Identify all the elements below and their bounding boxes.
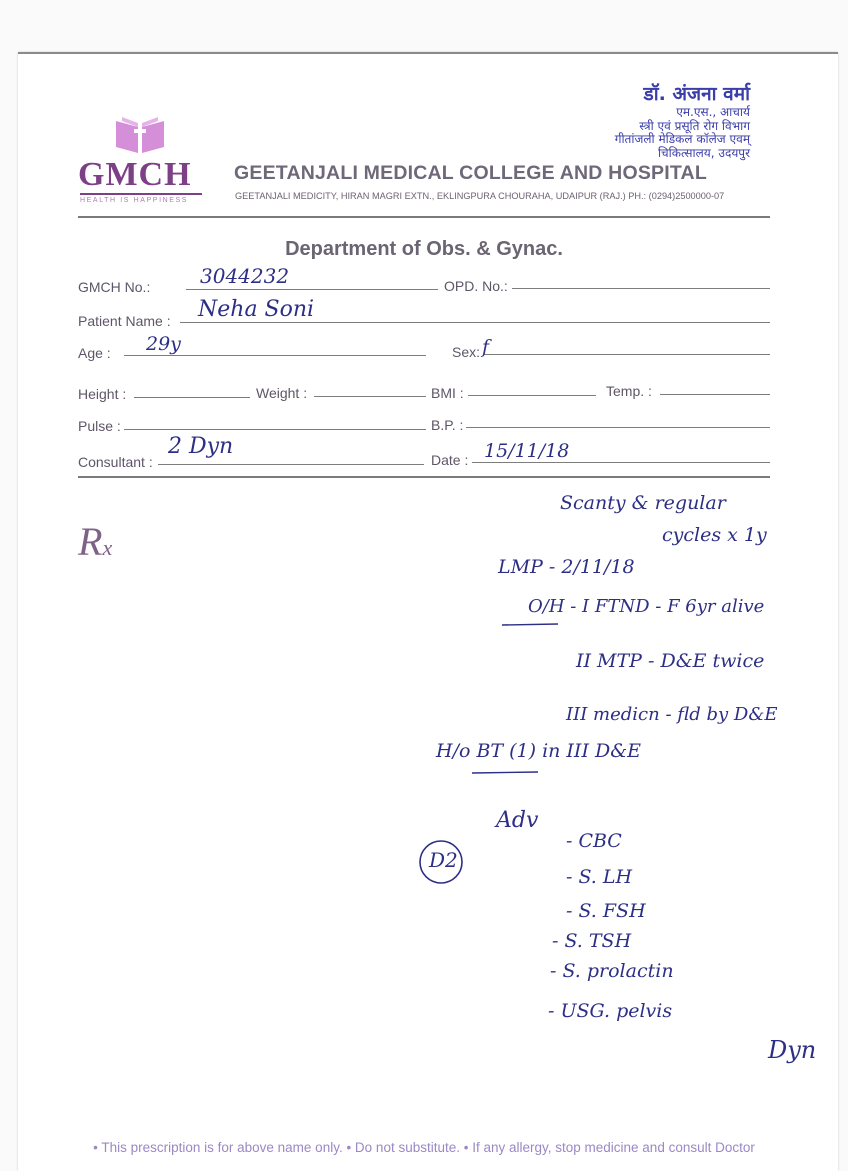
height-label: Height :: [78, 386, 127, 402]
note-line: - CBC: [566, 830, 622, 852]
college-name: GEETANJALI MEDICAL COLLEGE AND HOSPITAL: [234, 162, 707, 184]
age-value: 29y: [146, 333, 181, 355]
note-line: Adv: [496, 808, 539, 833]
consultant-label: Consultant :: [78, 454, 153, 470]
pulse-label: Pulse :: [78, 418, 121, 434]
logo-tagline: HEALTH IS HAPPINESS: [80, 197, 189, 204]
bp-label: B.P. :: [431, 417, 464, 433]
weight-line: [314, 396, 426, 397]
rx-subscript: x: [102, 535, 113, 560]
consultant-line: [158, 464, 424, 465]
age-label: Age :: [78, 345, 111, 361]
pulse-line: [124, 429, 426, 430]
temp-label: Temp. :: [606, 383, 652, 399]
note-line: O/H - I FTND - F 6yr alive: [528, 596, 765, 617]
rx-letter: R: [78, 519, 103, 564]
rx-symbol: [78, 518, 112, 565]
bp-line: [466, 427, 770, 428]
weight-label: Weight :: [256, 385, 308, 401]
note-line: LMP - 2/11/18: [498, 556, 635, 578]
stamp-college: गीतांजली मेडिकल कॉलेज एवम्: [614, 132, 750, 147]
consultant-value: 2 Dyn: [168, 434, 234, 459]
note-line: - S. LH: [566, 866, 633, 888]
date-label: Date :: [431, 452, 469, 468]
logo-text: GMCH: [78, 156, 192, 193]
header-divider: [78, 216, 770, 218]
note-line: - S. TSH: [552, 930, 632, 952]
stamp-hospital: चिकित्सालय, उदयपुर: [657, 146, 750, 161]
note-line: Scanty & regular: [560, 492, 726, 514]
date-value: 15/11/18: [484, 440, 570, 462]
form-divider: [78, 476, 770, 478]
note-underline: [500, 620, 560, 630]
stamp-doctor-name: डॉ. अंजना वर्मा: [643, 83, 750, 105]
gmch-no-label: GMCH No.:: [78, 279, 151, 295]
gmch-book-logo-icon: [112, 115, 168, 155]
stamp-degree: एम.एस., आचार्य: [676, 104, 750, 119]
note-line: - S. FSH: [566, 900, 646, 922]
note-line: H/o BT (1) in III D&E: [436, 740, 642, 762]
note-line: - USG. pelvis: [548, 1000, 673, 1022]
stamp-department: स्त्री एवं प्रसूति रोग विभाग: [639, 118, 750, 133]
height-line: [134, 397, 250, 398]
bmi-label: BMI :: [431, 385, 464, 401]
age-line: [124, 355, 426, 356]
patient-name-line: [180, 322, 770, 323]
patient-name-label: Patient Name :: [78, 313, 171, 329]
patient-name-value: Neha Soni: [198, 297, 315, 322]
bmi-line: [468, 395, 596, 396]
date-line: [472, 462, 770, 463]
opd-no-label: OPD. No.:: [444, 278, 508, 294]
doctor-signature: Dyn: [768, 1036, 817, 1064]
note-line: D2: [429, 848, 458, 872]
gmch-no-value: 3044232: [200, 264, 290, 288]
department-title: Department of Obs. & Gynac.: [285, 238, 563, 260]
prescription-footer: • This prescription is for above name only. • Do not substitute. • If any allergy, stop medicine and consult Doctor: [93, 1140, 755, 1155]
gmch-no-line: [186, 289, 438, 290]
doctor-stamp: [570, 84, 750, 161]
opd-no-line: [512, 288, 770, 289]
note-line: - S. prolactin: [550, 960, 674, 982]
temp-line: [660, 394, 770, 395]
note-underline: [470, 768, 540, 778]
note-line: III medicn - fld by D&E: [566, 704, 778, 725]
sex-line: [484, 354, 770, 355]
logo-underline: [80, 193, 202, 195]
note-line: cycles x 1y: [662, 524, 767, 546]
note-line: II MTP - D&E twice: [576, 650, 765, 672]
sex-label: Sex:: [452, 344, 481, 360]
college-address: GEETANJALI MEDICITY, HIRAN MAGRI EXTN., EKLINGPURA CHOURAHA, UDAIPUR (RAJ.) PH.: (0294)2500000-07: [235, 191, 725, 201]
sex-value: f: [482, 336, 490, 358]
